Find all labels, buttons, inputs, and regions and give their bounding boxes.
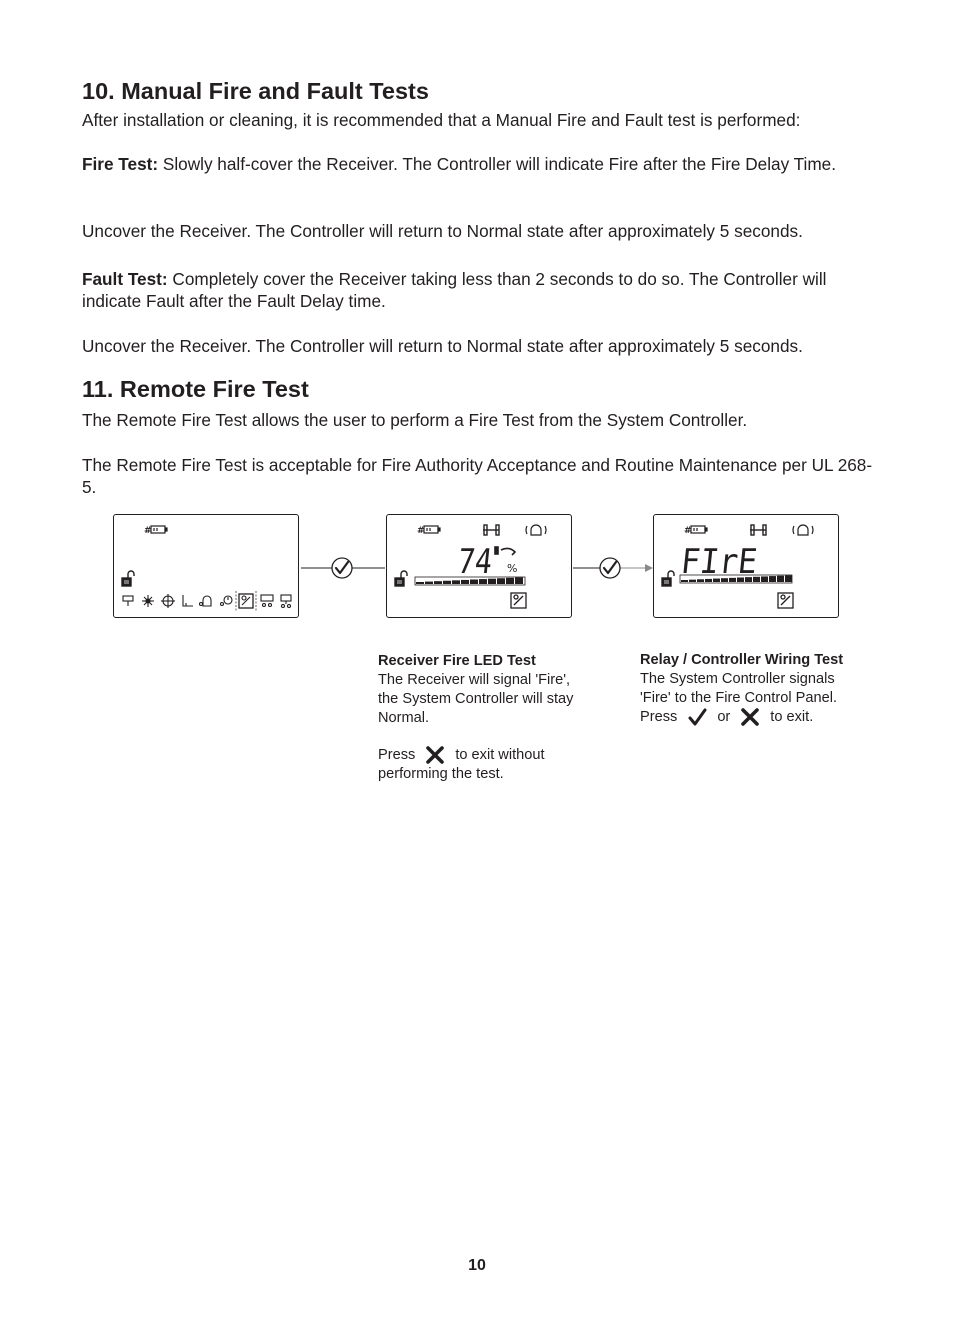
signal-strength-icon: [144, 526, 167, 536]
bar-graph-segment: [769, 576, 776, 582]
fire-text: FIrE: [678, 542, 766, 582]
reading-unit: %: [507, 562, 518, 575]
laser-icon: [142, 595, 154, 607]
relay-test-caption: [640, 651, 880, 727]
lcd-display-fire: [653, 514, 839, 618]
alarm-bell-icon: [526, 525, 546, 535]
section-11-para2: The Remote Fire Test is acceptable for Fire Authority Acceptance and Routine Maintenance per UL 268-5.: [82, 455, 873, 497]
relay-test-line1: The System Controller signals: [640, 671, 835, 687]
alarm-bell-icon: [793, 525, 813, 535]
svg-text:#: #: [144, 526, 152, 536]
relay-test-press-line: [640, 708, 880, 727]
section-10-title: 10. Manual Fire and Fault Tests: [82, 78, 429, 104]
press-label: Press: [640, 709, 678, 725]
bar-graph-segment: [681, 580, 688, 582]
press-label: Press: [378, 747, 416, 763]
bar-graph-segment: [461, 580, 469, 584]
bar-graph-segment: [497, 578, 505, 584]
page-number: 10: [468, 1257, 486, 1274]
bar-graph-segment: [425, 582, 433, 584]
fire-test-label: Fire Test:: [82, 154, 159, 174]
exit-text: to exit without: [455, 747, 545, 763]
cross-icon: [425, 746, 445, 764]
bar-graph-segment: [434, 581, 442, 584]
bar-graph-segment: [761, 576, 768, 582]
bar-graph-segment: [745, 577, 752, 582]
alignment-icon: [483, 525, 499, 535]
relay-test-title: Relay / Controller Wiring Test: [640, 652, 844, 668]
receiver-test-title: Receiver Fire LED Test: [378, 653, 536, 669]
reset-icon: [281, 595, 291, 608]
exit-label: to exit.: [770, 709, 814, 725]
check-icon: [687, 708, 707, 726]
check-icon: [600, 558, 620, 578]
receiver-test-line2: the System Controller will stay: [378, 691, 574, 707]
fire-uncover-paragraph: Uncover the Receiver. The Controller will return to Normal state after approximately 5 seconds.: [82, 221, 803, 241]
bar-graph-segment: [416, 582, 424, 584]
reading-value: 74: [455, 542, 502, 582]
svg-text:#: #: [684, 526, 692, 536]
section-11-para1: The Remote Fire Test allows the user to perform a Fire Test from the System Controller.: [82, 410, 748, 430]
bar-graph-segment: [777, 576, 784, 582]
bar-graph-segment: [721, 578, 728, 582]
fault-timer-icon: [221, 596, 233, 606]
lcd-display-menu: [113, 514, 299, 618]
section-10-intro: After installation or cleaning, it is recommended that a Manual Fire and Fault test is performed:: [82, 110, 801, 130]
crosshair-icon: [161, 594, 175, 608]
fault-test-text: Completely cover the Receiver taking less than 2 seconds to do so. The Controller will indicate Fault after the Fault Delay time.: [82, 269, 827, 311]
or-label: or: [717, 709, 731, 725]
receiver-test-line3: Normal.: [378, 710, 430, 726]
bar-graph-segment: [753, 577, 760, 582]
fire-test-paragraph: [82, 153, 882, 175]
receiver-test-line1: The Receiver will signal 'Fire',: [378, 672, 571, 688]
fault-test-label: Fault Test:: [82, 269, 168, 289]
receiver-test-caption: [378, 652, 618, 784]
svg-text:#: #: [417, 526, 425, 536]
menu-icons-row: [123, 591, 291, 611]
relay-test-line2: 'Fire' to the Fire Control Panel.: [640, 690, 837, 706]
connector-check-2: [572, 556, 654, 580]
bar-graph-segment: [689, 580, 696, 582]
unlocked-padlock-icon: [662, 571, 674, 586]
bar-graph-segment: [697, 579, 704, 582]
receiver-test-exit-line2: performing the test.: [378, 766, 504, 782]
remote-fire-test-icon: [239, 594, 253, 608]
arrow-right-icon: [645, 564, 653, 572]
bar-graph-segment: [506, 578, 514, 584]
angle-icon: [183, 595, 193, 606]
signal-strength-icon: [684, 526, 707, 536]
fire-test-text: Slowly half-cover the Receiver. The Controller will indicate Fire after the Fire Delay Time.: [158, 154, 836, 174]
unlocked-padlock-icon: [122, 571, 134, 586]
bar-graph-segment: [470, 580, 478, 585]
remote-fire-test-icon: [511, 593, 526, 608]
section-11-title: 11. Remote Fire Test: [82, 376, 309, 402]
controller-icon: [261, 595, 273, 607]
connector-check-1: [299, 556, 387, 580]
bar-graph-segment: [785, 575, 792, 582]
receiver-icon: [123, 596, 133, 606]
bar-graph-segment: [452, 580, 460, 584]
fault-test-paragraph: [82, 268, 882, 312]
fault-uncover-paragraph: Uncover the Receiver. The Controller will return to Normal state after approximately 5 seconds.: [82, 336, 803, 356]
signal-strength-icon: [417, 526, 440, 536]
bar-graph-segment: [729, 578, 736, 582]
bar-graph-segment: [713, 579, 720, 582]
fire-alarm-icon: [200, 596, 212, 606]
cross-icon: [740, 708, 760, 726]
bar-graph-segment: [488, 579, 496, 584]
bar-graph-segment: [737, 578, 744, 583]
receiver-test-press-line: [378, 746, 618, 765]
unlocked-padlock-icon: [395, 571, 407, 586]
bar-graph-segment: [515, 577, 523, 584]
check-icon: [332, 558, 352, 578]
bar-graph-segment: [705, 579, 712, 582]
alignment-icon: [750, 525, 766, 535]
signal-wave-icon: [495, 547, 515, 555]
remote-fire-test-icon: [778, 593, 793, 608]
bar-graph-segment: [479, 579, 487, 584]
bar-graph-segment: [443, 581, 451, 584]
lcd-display-reading: [386, 514, 572, 618]
